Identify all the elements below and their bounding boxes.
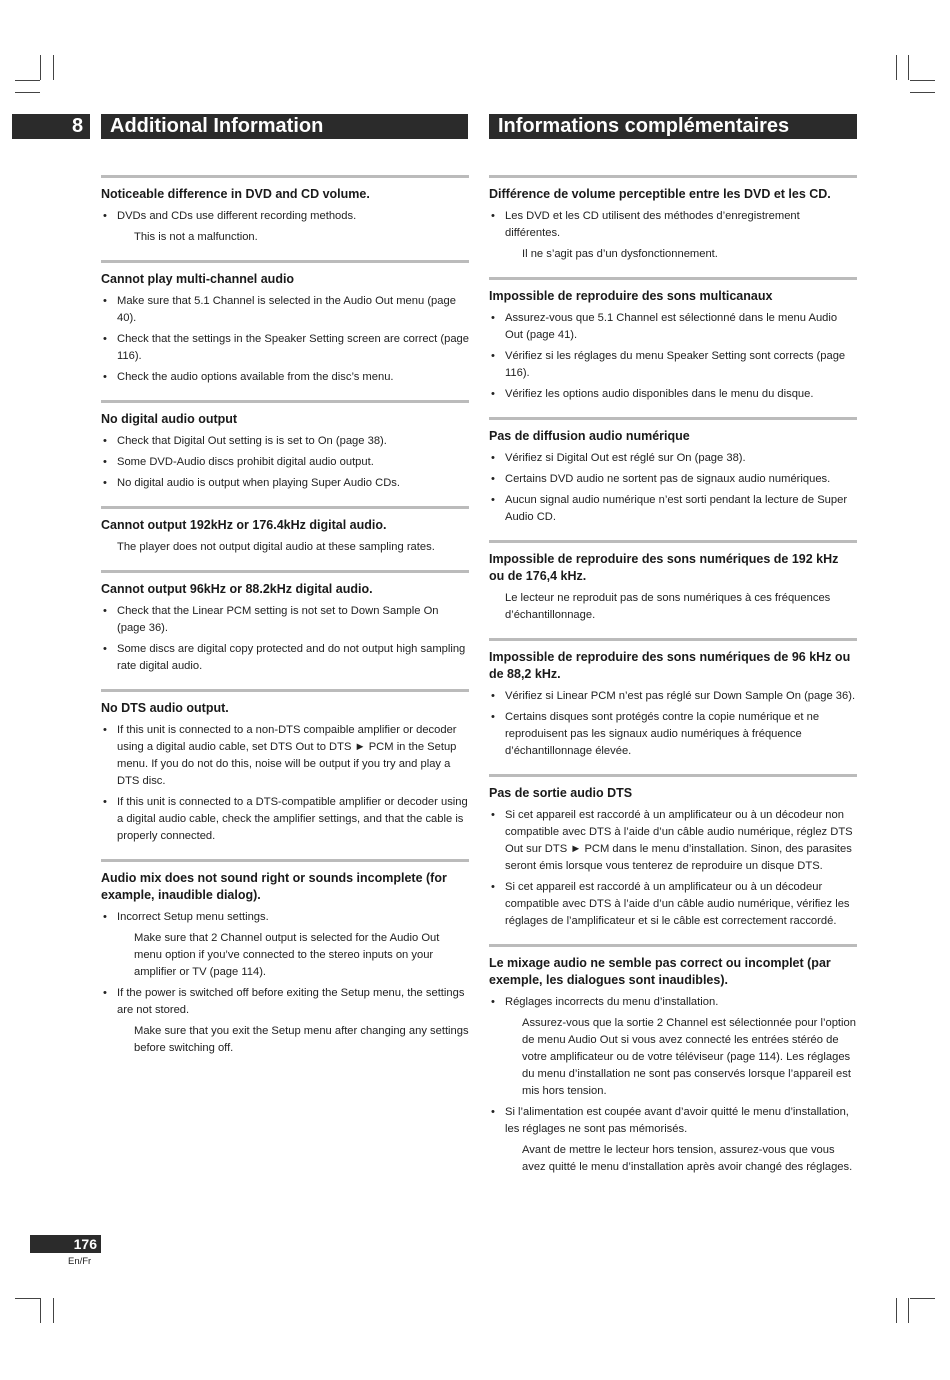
section-title: Pas de sortie audio DTS — [489, 786, 633, 800]
section-no-digital-audio-fr — [489, 417, 857, 526]
page-title-fr: Informations complémentaires — [498, 115, 790, 137]
list-item: • Aucun signal audio numérique n’est sorti pendant la lecture de Super Audio CD. — [489, 492, 857, 526]
list-item: • If this unit is connected to a DTS-compatible amplifier or decoder using a digital audio cable, check the amplifier settings, and that the cable is properly connected. — [101, 794, 469, 845]
list-item: • DVDs and CDs use different recording methods. — [101, 208, 469, 225]
note: Assurez-vous que la sortie 2 Channel est sélectionnée pour l’option de menu Audio Out si vous avez connecté les entrées stéréo de votre amplificateur ou de votre téléviseur (page 114). Les réglages du menu d’installation ne sont pas conservés lorsque l’appareil est mis hors tension. — [522, 1017, 856, 1097]
section-title: Cannot play multi-channel audio — [101, 272, 295, 286]
list-item: • Vérifiez si Digital Out est réglé sur On (page 38). — [489, 450, 857, 467]
page-language: En/Fr — [68, 1256, 92, 1267]
list-item: • Make sure that 5.1 Channel is selected in the Audio Out menu (page 40). — [101, 293, 469, 327]
page-number-bar — [30, 1235, 101, 1253]
section-no-digital-audio — [101, 400, 469, 492]
section-volume-difference — [101, 175, 469, 246]
list-item: • Assurez-vous que 5.1 Channel est sélectionné dans le menu Audio Out (page 41). — [489, 310, 857, 344]
section-audio-mix-fr — [489, 944, 857, 1176]
note: Make sure that 2 Channel output is selected for the Audio Out menu option if you’ve connected to the stereo inputs on your amplifier or TV (page 114). — [134, 932, 440, 978]
list-item: • Check that the settings in the Speaker Setting screen are correct (page 116). — [101, 331, 469, 365]
header-bar-fr — [489, 114, 857, 139]
note: Avant de mettre le lecteur hors tension, assurez-vous que vous avez quitté le menu d’installation après avoir changé des réglages. — [522, 1144, 853, 1173]
section-96khz — [101, 570, 469, 675]
section-title: No digital audio output — [101, 412, 238, 426]
section-multichannel — [101, 260, 469, 386]
section-title: Impossible de reproduire des sons multicanaux — [489, 289, 773, 303]
list-item: • If the power is switched off before exiting the Setup menu, the settings are not stored. — [101, 985, 469, 1019]
section-audio-mix — [101, 859, 469, 1057]
list-item: • No digital audio is output when playing Super Audio CDs. — [101, 475, 469, 492]
list-item: • If this unit is connected to a non-DTS compaible amplifier or decoder using a digital audio cable, set DTS Out to DTS ► PCM in the Setup menu. If you do not do this, noise will be output if you try and play a DTS disc. — [101, 722, 469, 790]
section-title: Noticeable difference in DVD and CD volume. — [101, 187, 370, 201]
header-bar-en — [101, 114, 468, 139]
section-title: No DTS audio output. — [101, 701, 229, 715]
list-item: • Certains DVD audio ne sortent pas de signaux audio numériques. — [489, 471, 857, 488]
list-item: • Check that the Linear PCM setting is not set to Down Sample On (page 36). — [101, 603, 469, 637]
list-item: • Some discs are digital copy protected and do not output high sampling rate digital audio. — [101, 641, 469, 675]
section-no-dts — [101, 689, 469, 845]
paragraph: Le lecteur ne reproduit pas de sons numériques à ces fréquences d’échantillonnage. — [505, 592, 831, 621]
english-column — [101, 175, 469, 1071]
chapter-number-bar — [12, 114, 90, 139]
list-item: • Certains disques sont protégés contre la copie numérique et ne reproduisent pas les signaux audio numériques à fréquence d’échantillonnage élevée. — [489, 709, 857, 760]
list-item: • Incorrect Setup menu settings. — [101, 909, 469, 926]
section-multichannel-fr — [489, 277, 857, 403]
paragraph: The player does not output digital audio at these sampling rates. — [117, 541, 435, 553]
list-item: • Check the audio options available from the disc’s menu. — [101, 369, 469, 386]
list-item: • Check that Digital Out setting is is set to On (page 38). — [101, 433, 469, 450]
page-number: 176 — [73, 1236, 97, 1252]
note: Il ne s’agit pas d’un dysfonctionnement. — [522, 248, 718, 260]
section-volume-difference-fr — [489, 175, 857, 263]
page-title-en: Additional Information — [110, 115, 324, 137]
list-item: • Some DVD-Audio discs prohibit digital audio output. — [101, 454, 469, 471]
list-item: • Si cet appareil est raccordé à un amplificateur ou à un décodeur non compatible avec DTS à l’aide d’un câble audio numérique, réglez DTS Out sur DTS ► PCM dans le menu d’installation. Sinon, des parasites seront émis lorsque vous tenterez de reproduire un disque DTS. — [489, 807, 857, 875]
section-title: Impossible de reproduire des sons numériques de 192 kHz ou de 176,4 kHz. — [489, 552, 839, 583]
note: This is not a malfunction. — [134, 231, 258, 243]
list-item: • Réglages incorrects du menu d’installation. — [489, 994, 857, 1011]
chapter-number: 8 — [72, 115, 84, 137]
section-192khz-fr — [489, 540, 857, 624]
section-title: Pas de diffusion audio numérique — [489, 429, 690, 443]
list-item: • Si l’alimentation est coupée avant d’avoir quitté le menu d’installation, les réglages ne sont pas mémorisés. — [489, 1104, 857, 1138]
section-no-dts-fr — [489, 774, 857, 930]
list-item: • Vérifiez les options audio disponibles dans le menu du disque. — [489, 386, 857, 403]
list-item: • Vérifiez si les réglages du menu Speaker Setting sont corrects (page 116). — [489, 348, 857, 382]
note: Make sure that you exit the Setup menu after changing any settings before switching off. — [134, 1025, 469, 1054]
section-title: Audio mix does not sound right or sounds incomplete (for example, inaudible dialog). — [101, 871, 447, 902]
section-title: Différence de volume perceptible entre les DVD et les CD. — [489, 187, 831, 201]
section-96khz-fr — [489, 638, 857, 760]
section-title: Cannot output 192kHz or 176.4kHz digital audio. — [101, 518, 387, 532]
list-item: • Les DVD et les CD utilisent des méthodes d’enregistrement différentes. — [489, 208, 857, 242]
list-item: • Vérifiez si Linear PCM n’est pas réglé sur Down Sample On (page 36). — [489, 688, 857, 705]
french-column — [489, 175, 857, 1190]
section-192khz — [101, 506, 469, 556]
section-title: Le mixage audio ne semble pas correct ou incomplet (par exemple, les dialogues sont inaudibles). — [489, 956, 831, 987]
section-title: Cannot output 96kHz or 88.2kHz digital audio. — [101, 582, 373, 596]
section-title: Impossible de reproduire des sons numériques de 96 kHz ou de 88,2 kHz. — [489, 650, 851, 681]
list-item: • Si cet appareil est raccordé à un amplificateur ou à un décodeur compatible avec DTS à l’aide d’un câble audio numérique, vérifiez les réglages de l’amplificateur et si le câble est correctement raccordé. — [489, 879, 857, 930]
